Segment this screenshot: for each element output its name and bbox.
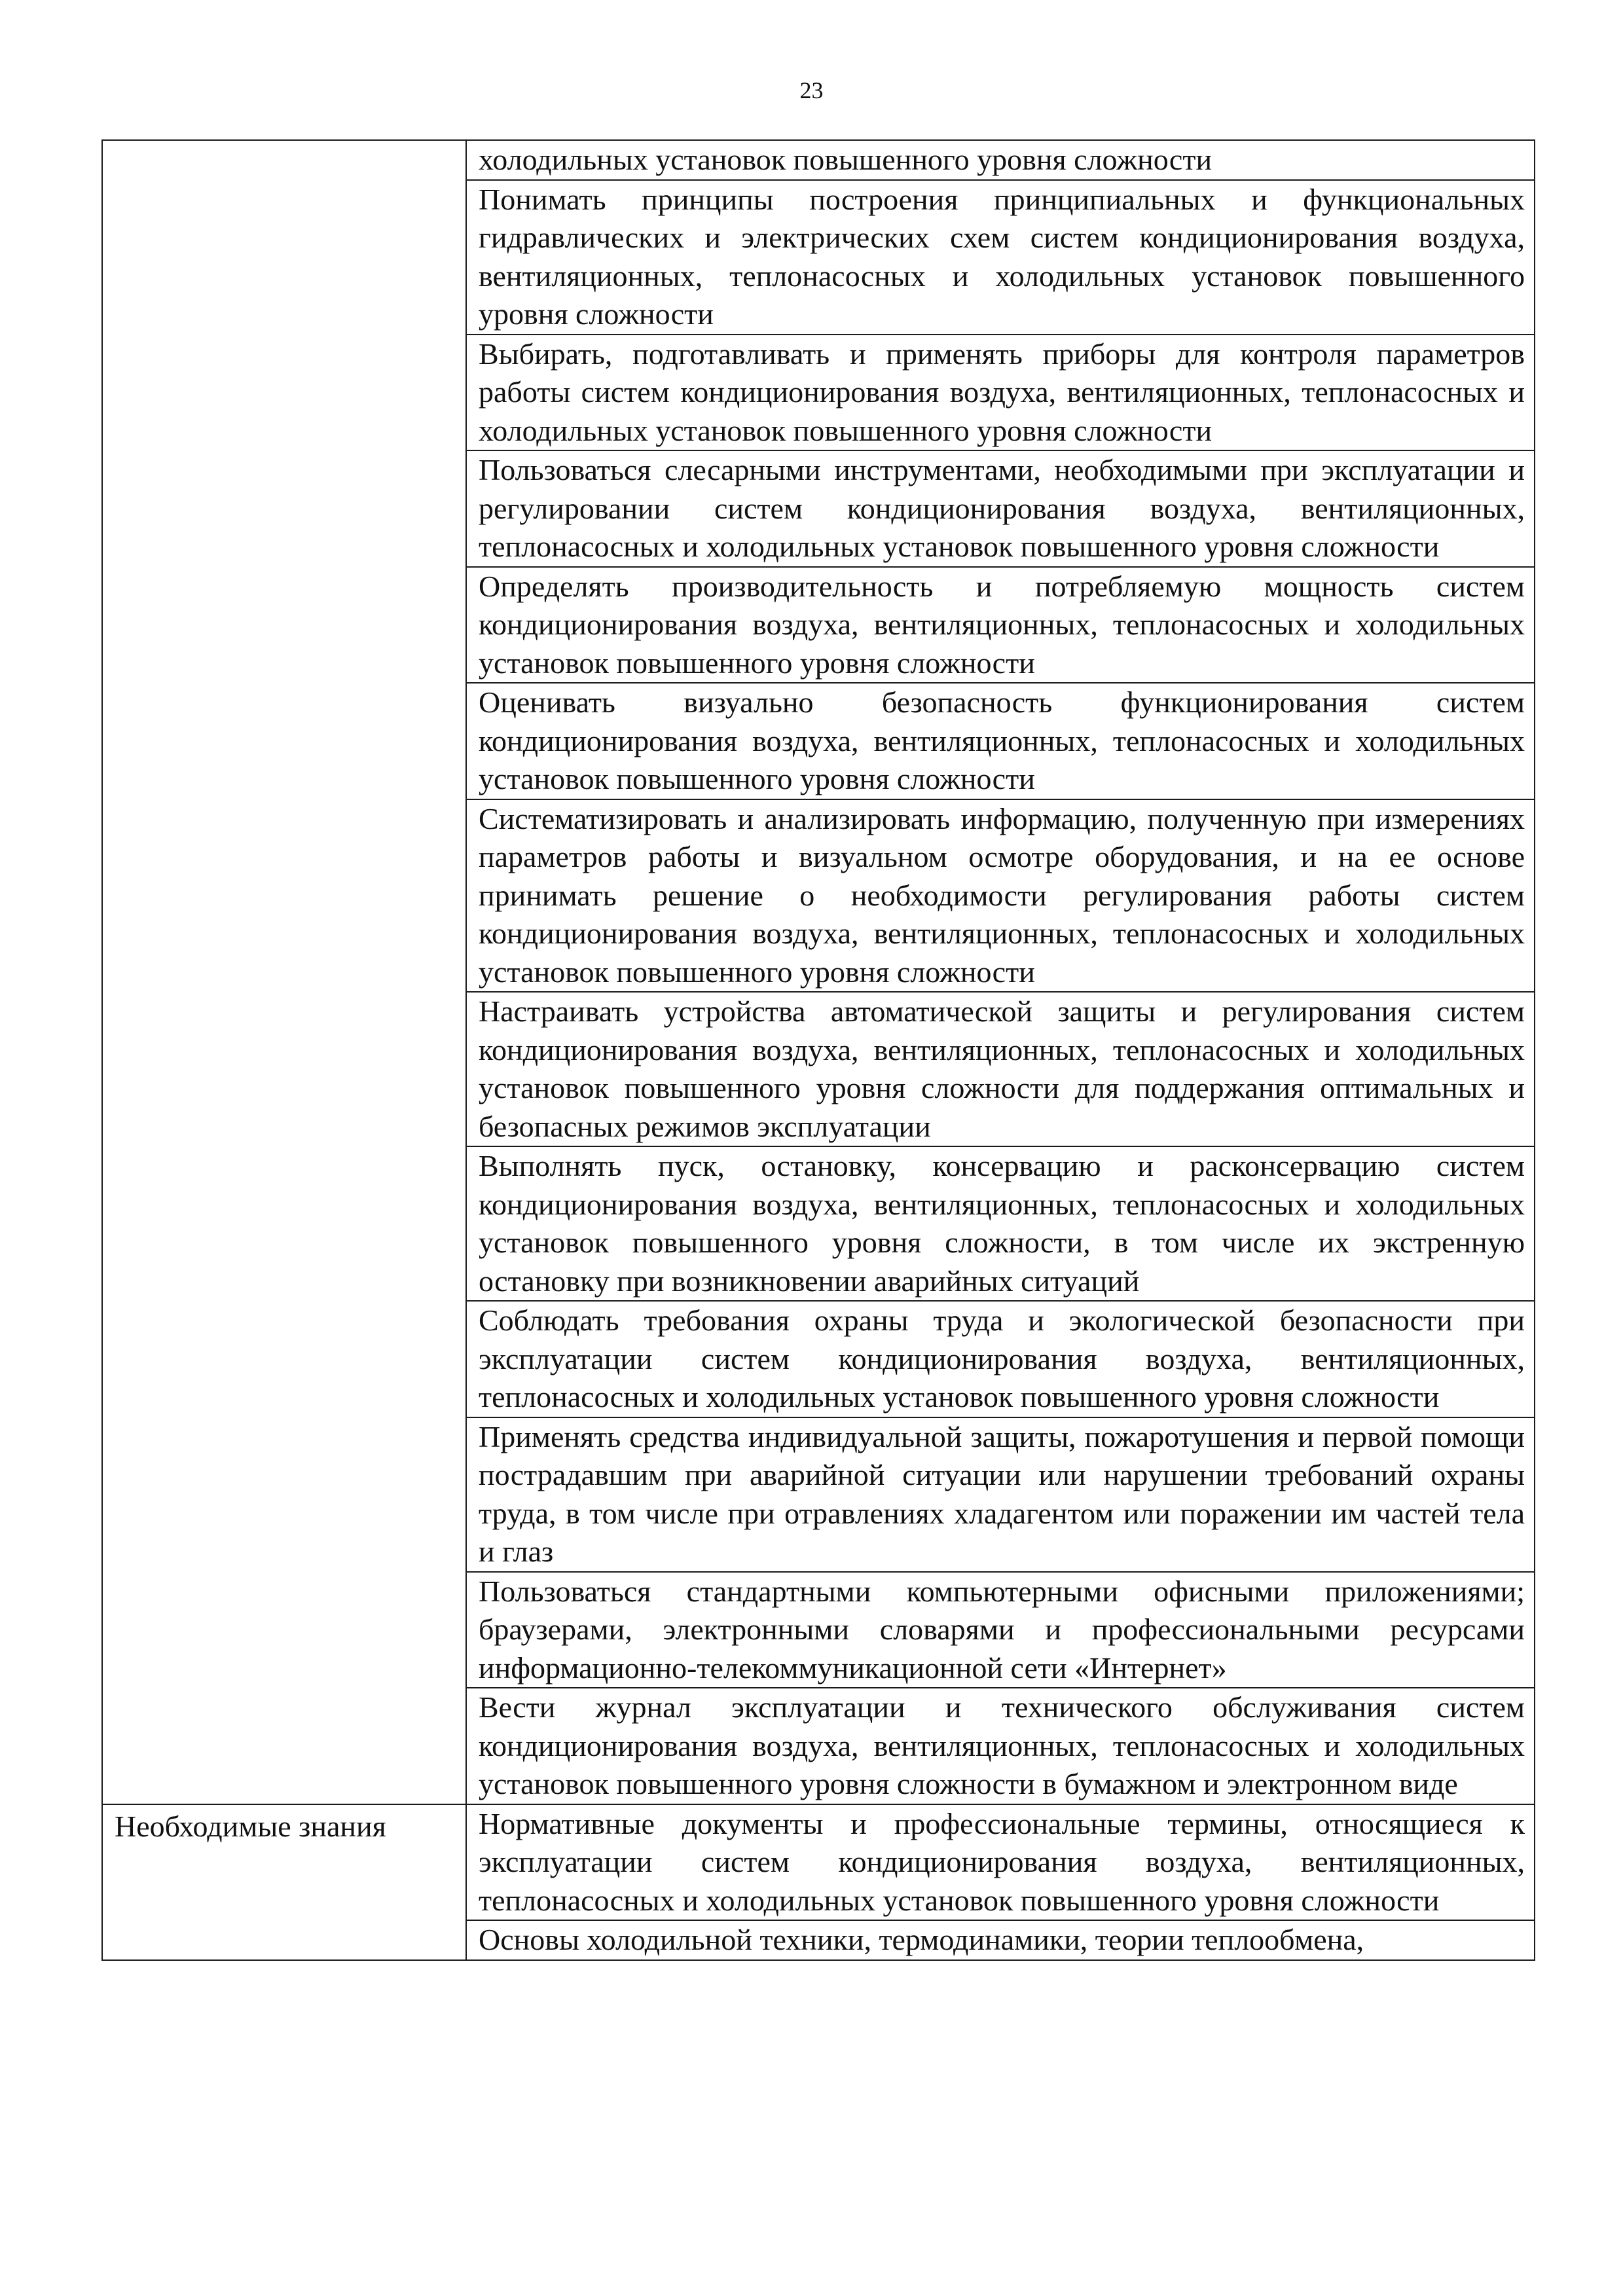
skill-item: Пользоваться стандартными компьютерными офисными приложениями; браузерами, электронными словарями и профессиональными ресурсами информационно-телекоммуникационной сети «Интернет» — [466, 1572, 1535, 1688]
knowledge-item: Основы холодильной техники, термодинамики, теории теплообмена, — [466, 1920, 1535, 1960]
skill-item: Выполнять пуск, остановку, консервацию и расконсервацию систем кондиционирования воздуха, вентиляционных, теплонасосных и холодильных установок повышенного уровня сложности, в том числе их экстренную остановку при возникновении аварийных ситуаций — [466, 1146, 1535, 1301]
skill-item: Настраивать устройства автоматической защиты и регулирования систем кондиционирования воздуха, вентиляционных, теплонасосных и холодильных установок повышенного уровня сложности для поддержания оптимальных и безопасных режимов эксплуатации — [466, 992, 1535, 1146]
skill-item: Понимать принципы построения принципиальных и функциональных гидравлических и электрических схем систем кондиционирования воздуха, вентиляционных, теплонасосных и холодильных установок повышенного уровня сложности — [466, 180, 1535, 335]
skill-item: Применять средства индивидуальной защиты, пожаротушения и первой помощи пострадавшим при аварийной ситуации или нарушении требований охраны труда, в том числе при отравлениях хладагентом или поражении им частей тела и глаз — [466, 1417, 1535, 1572]
skill-item: Вести журнал эксплуатации и технического обслуживания систем кондиционирования воздуха, вентиляционных, теплонасосных и холодильных установок повышенного уровня сложности в бумажном и электронном виде — [466, 1688, 1535, 1804]
skill-item: холодильных установок повышенного уровня сложности — [466, 140, 1535, 180]
requirements-table — [101, 139, 1535, 1961]
knowledge-item: Нормативные документы и профессиональные термины, относящиеся к эксплуатации систем кондиционирования воздуха, вентиляционных, теплонасосных и холодильных установок повышенного уровня сложности — [466, 1804, 1535, 1921]
table-row — [102, 1804, 1535, 1921]
page-number: 23 — [799, 77, 824, 103]
skill-item: Систематизировать и анализировать информацию, полученную при измерениях параметров работы и визуальном осмотре оборудования, и на ее основе принимать решение о необходимости регулирования работы систем кондиционирования воздуха, вентиляционных, теплонасосных и холодильных установок повышенного уровня сложности — [466, 799, 1535, 993]
skills-label-cell — [102, 140, 466, 1804]
skill-item: Выбирать, подготавливать и применять приборы для контроля параметров работы систем кондиционирования воздуха, вентиляционных, теплонасосных и холодильных установок повышенного уровня сложности — [466, 335, 1535, 451]
skill-item: Соблюдать требования охраны труда и экологической безопасности при эксплуатации систем кондиционирования воздуха, вентиляционных, теплонасосных и холодильных установок повышенного уровня сложности — [466, 1301, 1535, 1417]
table-row — [102, 140, 1535, 180]
knowledge-label: Необходимые знания — [102, 1804, 466, 1960]
skill-item: Оценивать визуально безопасность функционирования систем кондиционирования воздуха, вентиляционных, теплонасосных и холодильных установок повышенного уровня сложности — [466, 683, 1535, 799]
skill-item: Определять производительность и потребляемую мощность систем кондиционирования воздуха, вентиляционных, теплонасосных и холодильных установок повышенного уровня сложности — [466, 567, 1535, 683]
skill-item: Пользоваться слесарными инструментами, необходимыми при эксплуатации и регулировании систем кондиционирования воздуха, вентиляционных, теплонасосных и холодильных установок повышенного уровня сложности — [466, 450, 1535, 567]
